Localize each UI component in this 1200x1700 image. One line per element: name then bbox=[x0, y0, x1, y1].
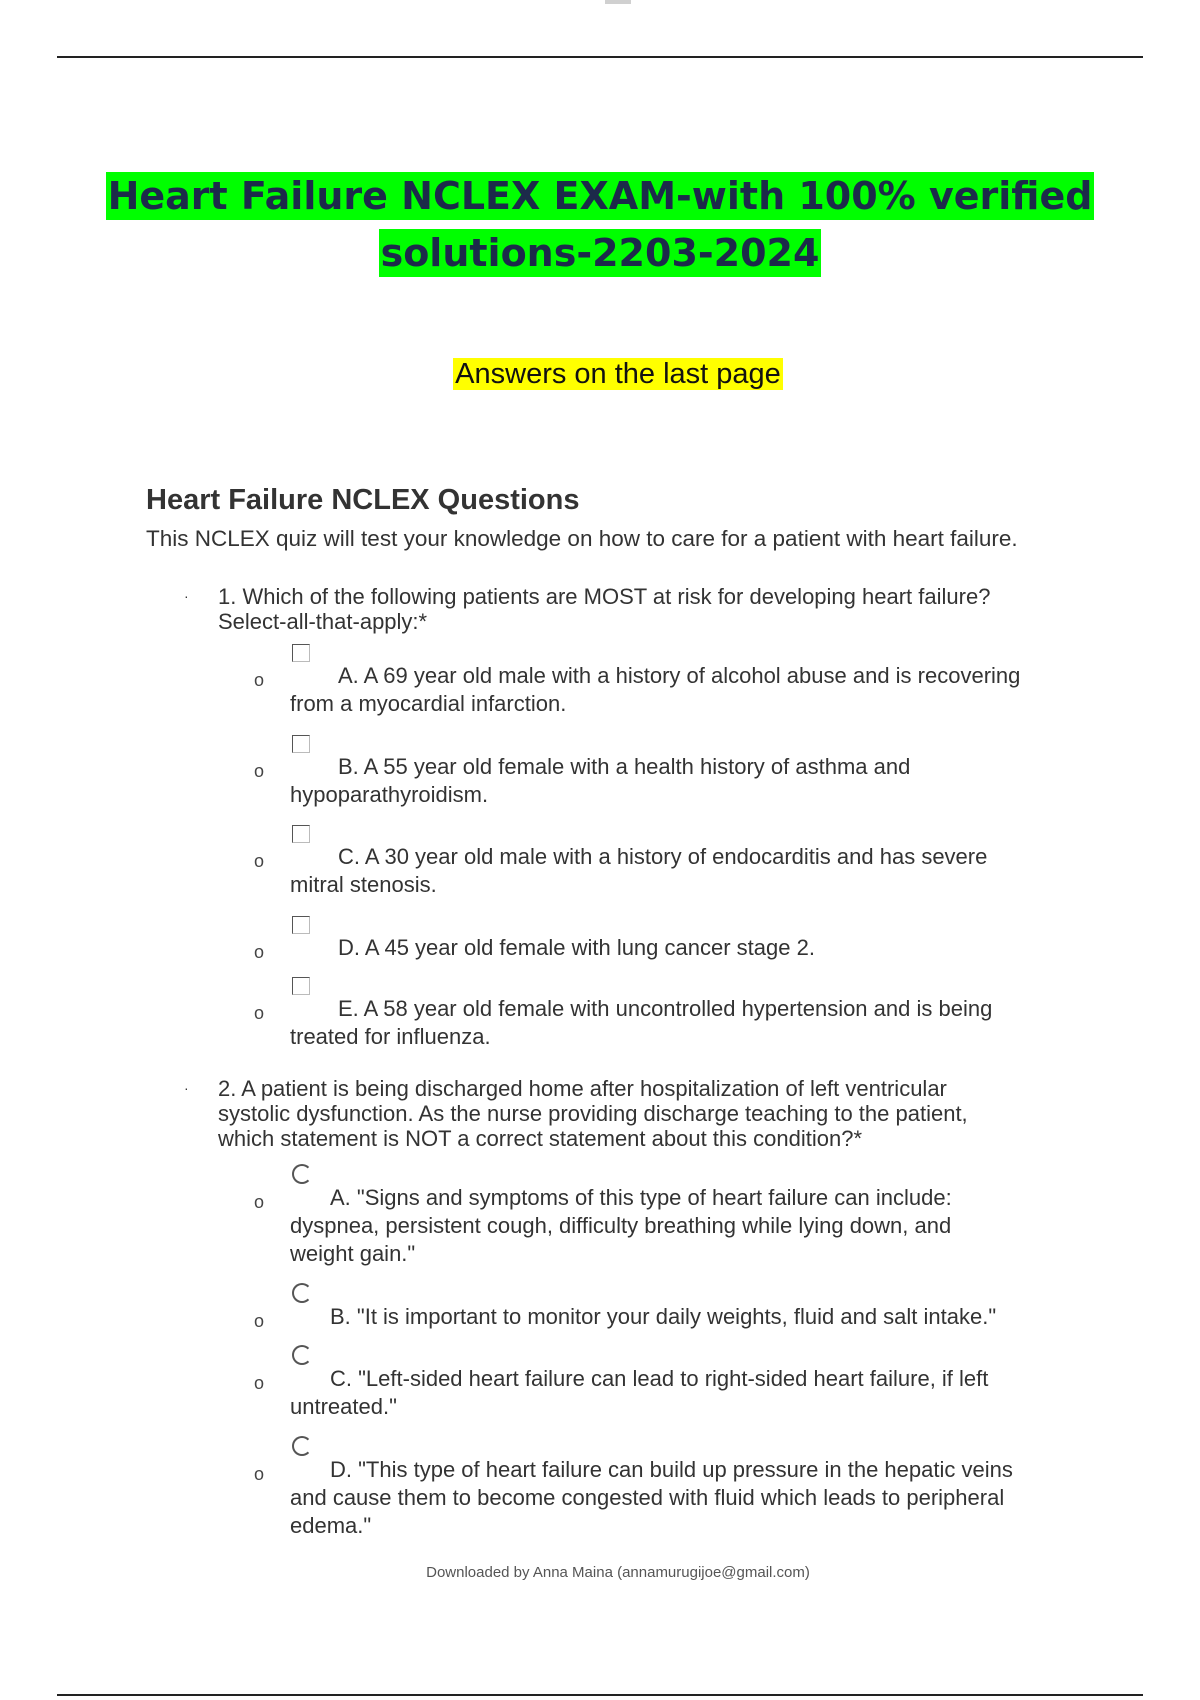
option-d-line-2: and cause them to become congested with fluid which leads to peripheral bbox=[290, 1485, 1005, 1510]
option-marker: o bbox=[254, 1373, 265, 1393]
download-footer: Downloaded by Anna Maina (annamurugijoe@gmail.com) bbox=[426, 1564, 810, 1581]
option-d-line-1: D. A 45 year old female with lung cancer stage 2. bbox=[338, 935, 815, 960]
question-bullet: · bbox=[184, 588, 189, 604]
checkbox-icon[interactable] bbox=[292, 644, 310, 662]
option-e-line-2: treated for influenza. bbox=[290, 1024, 491, 1049]
option-marker: o bbox=[254, 1311, 265, 1331]
question-1-line-2: Select-all-that-apply:* bbox=[218, 609, 428, 634]
answers-note bbox=[0, 356, 1200, 392]
question-1 bbox=[184, 584, 1098, 634]
question-2 bbox=[184, 1076, 1098, 1151]
option-marker: o bbox=[254, 1464, 265, 1484]
option-marker: o bbox=[254, 1003, 265, 1023]
option-marker: o bbox=[254, 761, 265, 781]
option-b-line-2: hypoparathyroidism. bbox=[290, 782, 489, 807]
checkbox-icon[interactable] bbox=[292, 916, 310, 934]
option-d-line-3: edema." bbox=[290, 1513, 372, 1538]
question-1-line-1: 1. Which of the following patients are MOST at risk for developing heart failure? bbox=[218, 584, 991, 609]
question-2-line-3: which statement is NOT a correct statement about this condition?* bbox=[218, 1126, 863, 1151]
question-2-line-1: 2. A patient is being discharged home after hospitalization of left ventricular bbox=[218, 1076, 947, 1101]
header-rule bbox=[57, 56, 1143, 58]
option-marker: o bbox=[254, 942, 265, 962]
option-a-line-2: dyspnea, persistent cough, difficulty breathing while lying down, and bbox=[290, 1213, 952, 1238]
radio-icon[interactable] bbox=[292, 1436, 312, 1456]
option-marker: o bbox=[254, 851, 265, 871]
option-d-line-1: D. "This type of heart failure can build up pressure in the hepatic veins bbox=[330, 1457, 1013, 1482]
option-a-line-3: weight gain." bbox=[290, 1241, 416, 1266]
option-a-line-1: A. A 69 year old male with a history of alcohol abuse and is recovering bbox=[338, 663, 1021, 688]
option-c-line-2: mitral stenosis. bbox=[290, 872, 437, 897]
option-marker: o bbox=[254, 1192, 265, 1212]
radio-icon[interactable] bbox=[292, 1164, 312, 1184]
section-intro: This NCLEX quiz will test your knowledge on how to care for a patient with heart failure. bbox=[146, 526, 1018, 551]
option-marker: o bbox=[254, 670, 265, 690]
radio-icon[interactable] bbox=[292, 1345, 312, 1365]
checkbox-icon[interactable] bbox=[292, 977, 310, 995]
question-2-line-2: systolic dysfunction. As the nurse providing discharge teaching to the patient, bbox=[218, 1101, 968, 1126]
checkbox-icon[interactable] bbox=[292, 735, 310, 753]
checkbox-icon[interactable] bbox=[292, 825, 310, 843]
option-c-line-1: C. A 30 year old male with a history of endocarditis and has severe bbox=[338, 844, 988, 869]
option-c-line-1: C. "Left-sided heart failure can lead to right-sided heart failure, if left bbox=[330, 1366, 989, 1391]
title-line-1: Heart Failure NCLEX EXAM-with 100% verified bbox=[107, 174, 1093, 218]
question-bullet: · bbox=[184, 1080, 189, 1096]
option-c-line-2: untreated." bbox=[290, 1394, 397, 1419]
option-b-line-1: B. "It is important to monitor your daily weights, fluid and salt intake." bbox=[330, 1304, 997, 1329]
section-heading: Heart Failure NCLEX Questions bbox=[146, 484, 580, 516]
answers-note-text: Answers on the last page bbox=[455, 358, 781, 390]
page-top-mark bbox=[605, 0, 631, 4]
document-title bbox=[100, 168, 1100, 282]
option-a-line-1: A. "Signs and symptoms of this type of heart failure can include: bbox=[330, 1185, 952, 1210]
footer-rule bbox=[57, 1694, 1143, 1696]
option-a-line-2: from a myocardial infarction. bbox=[290, 691, 567, 716]
option-e-line-1: E. A 58 year old female with uncontrolled hypertension and is being bbox=[338, 996, 993, 1021]
title-line-2: solutions-2203-2024 bbox=[380, 231, 820, 275]
option-b-line-1: B. A 55 year old female with a health history of asthma and bbox=[338, 754, 911, 779]
radio-icon[interactable] bbox=[292, 1283, 312, 1303]
